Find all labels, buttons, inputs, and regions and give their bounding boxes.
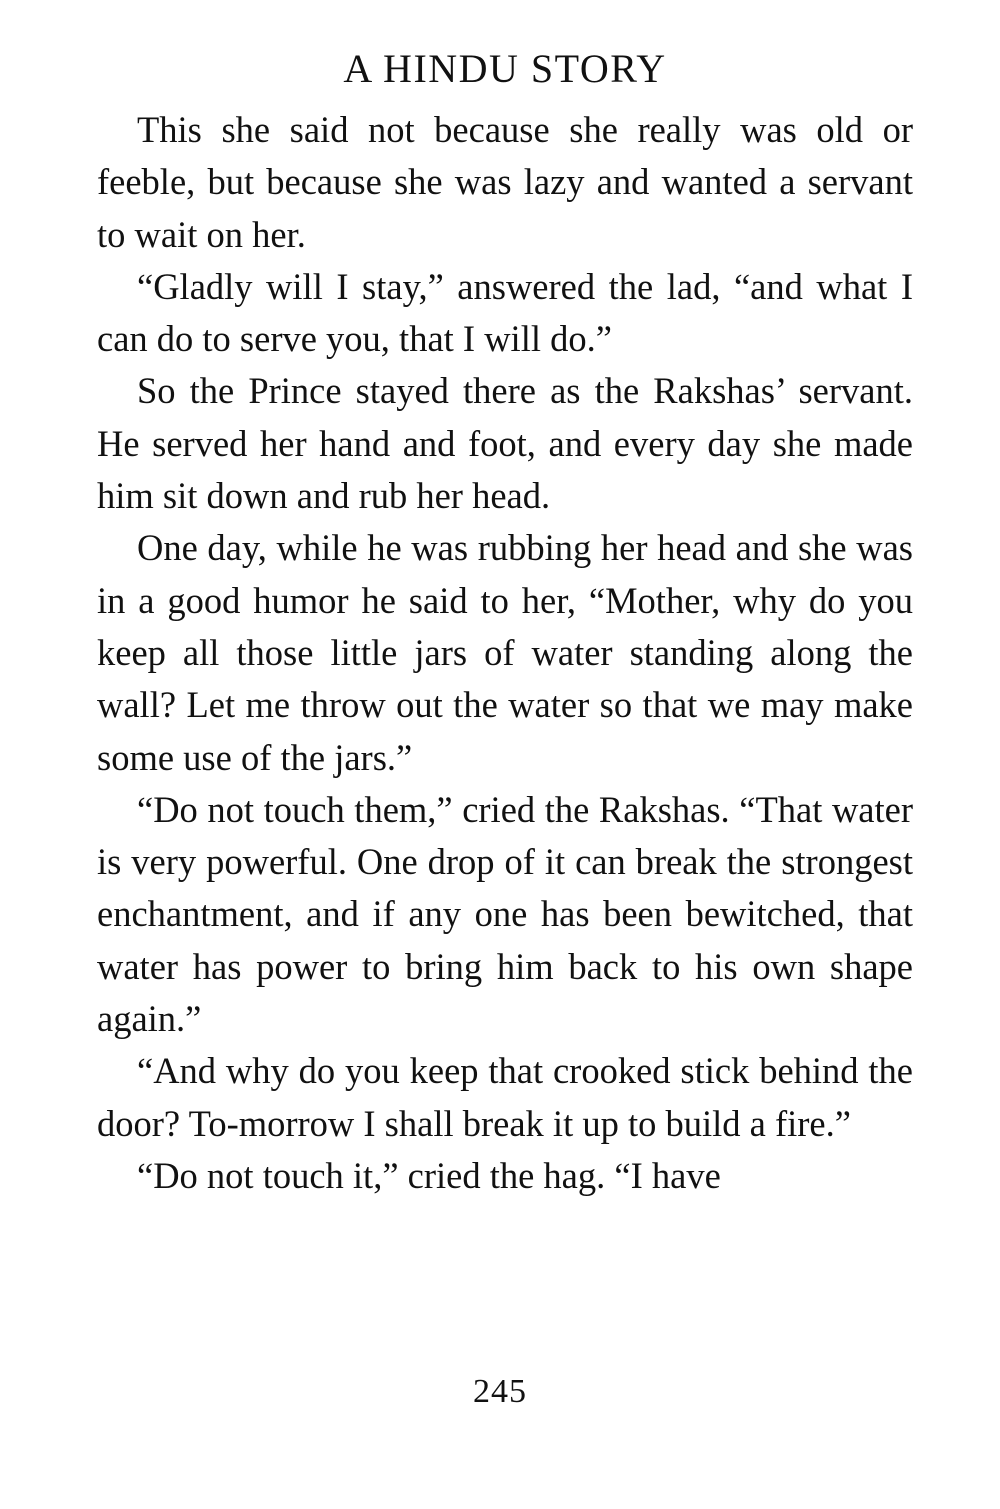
paragraph: One day, while he was rubbing her head and she was in a good humor he said to her, “Mother, why do you keep all those little jars of water standing along the wall? Let me throw out the water so that we may make some use of the jars.” [97,527,913,778]
running-head: A HINDU STORY [343,46,667,91]
body-text [97,104,913,1202]
paragraph: “Gladly will I stay,” answered the lad, “and what I can do to serve you, that I will do.” [97,265,913,360]
paragraph: So the Prince stayed there as the Rakshas’ servant. He served her hand and foot, and every day she made him sit down and rub her head. [97,370,913,517]
paragraph: This she said not because she really was old or feeble, but because she was lazy and wanted a servant to wait on her. [97,109,913,255]
paragraph: “And why do you keep that crooked stick behind the door? To-morrow I shall break it up to build a fire.” [97,1050,913,1144]
page-number: 245 [473,1373,527,1410]
paragraph: “Do not touch it,” cried the hag. “I have [137,1154,721,1196]
book-page [97,40,913,1202]
paragraph: “Do not touch them,” cried the Rakshas. “That water is very powerful. One drop of it can break the strongest enchantment, and if any one has been bewitched, that water has power to bring him back to his own shape again.” [97,788,913,1040]
